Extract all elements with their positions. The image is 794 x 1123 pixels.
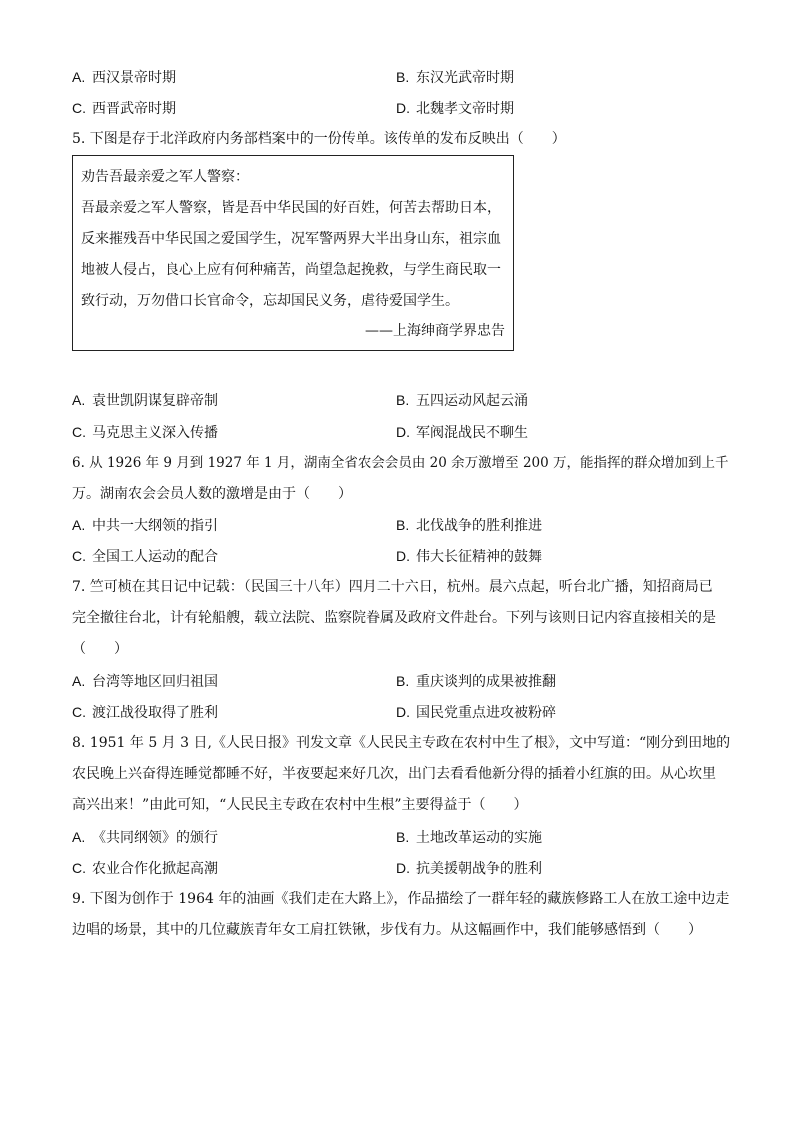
option-text: 中共一大纲领的指引 (92, 518, 218, 534)
q7-stem-line-2: 完全撤往台北，计有轮船艘，载立法院、监察院眷属及政府文件赴台。下列与该则日记内容直接相关的是 (72, 610, 716, 626)
option-text: 农业合作化掀起高潮 (92, 861, 218, 877)
q7-option-d[interactable] (396, 702, 556, 723)
q8-option-b[interactable] (396, 827, 542, 848)
option-letter: B. (396, 392, 410, 408)
q7-option-a[interactable] (72, 671, 218, 692)
leaflet-line: 致行动，万勿借口长官命令，忘却国民义务，虐待爱国学生。 (81, 293, 459, 309)
q8-stem-line-3: 高兴出来！”由此可知，“人民民主专政在农村中生根”主要得益于（ ） (72, 797, 528, 813)
option-letter: B. (396, 69, 410, 85)
option-text: 渡江战役取得了胜利 (92, 705, 218, 721)
leaflet-line: 吾最亲爱之军人警察，皆是吾中华民国的好百姓，何苦去帮助日本， (81, 200, 501, 216)
q8-stem-line-1: 8. 1951 年 5 月 3 日,《人民日报》刊发文章《人民民主专政在农村中生了根》，文中写道：“刚分到田地的 (72, 735, 731, 751)
q6-option-b[interactable] (396, 515, 542, 536)
leaflet-signature: ——上海绅商学界忠告 (365, 323, 505, 339)
option-text: 伟大长征精神的鼓舞 (416, 549, 542, 565)
option-letter: C. (72, 424, 86, 440)
q7-option-b[interactable] (396, 671, 556, 692)
option-letter: D. (396, 860, 410, 876)
option-text: 马克思主义深入传播 (92, 425, 218, 441)
q8-option-a[interactable] (72, 827, 218, 848)
option-letter: D. (396, 704, 410, 720)
option-letter: A. (72, 517, 86, 533)
option-text: 北伐战争的胜利推进 (416, 518, 542, 534)
q8-option-c[interactable] (72, 858, 218, 879)
option-text: 东汉光武帝时期 (416, 70, 514, 86)
option-text: 土地改革运动的实施 (416, 830, 542, 846)
option-letter: B. (396, 829, 410, 845)
q4-option-c[interactable] (72, 98, 176, 119)
q7-option-c[interactable] (72, 702, 218, 723)
q9-stem-line-1: 9. 下图为创作于 1964 年的油画《我们走在大路上》，作品描绘了一群年轻的藏族修路工人在放工途中边走 (72, 891, 730, 907)
q9-stem-line-2: 边唱的场景，其中的几位藏族青年女工肩扛铁锹，步伐有力。从这幅画作中，我们能够感悟到（ ） (72, 922, 702, 938)
option-text: 五四运动风起云涌 (416, 393, 528, 409)
option-letter: A. (72, 829, 86, 845)
q5-stem: 5. 下图是存于北洋政府内务部档案中的一份传单。该传单的发布反映出（ ） (72, 131, 566, 147)
option-letter: D. (396, 100, 410, 116)
q4-option-a[interactable] (72, 67, 176, 88)
q4-option-d[interactable] (396, 98, 514, 119)
q6-option-d[interactable] (396, 546, 542, 567)
q5-leaflet-box (72, 155, 514, 351)
option-text: 《共同纲领》的颁行 (92, 830, 218, 846)
option-letter: D. (396, 548, 410, 564)
q7-stem-line-1: 7. 竺可桢在其日记中记载：（民国三十八年）四月二十六日，杭州。晨六点起，听台北广播，知招商局已 (72, 579, 713, 595)
option-text: 西晋武帝时期 (92, 101, 176, 117)
option-letter: A. (72, 392, 86, 408)
q5-option-a[interactable] (72, 390, 218, 411)
q5-option-d[interactable] (396, 422, 528, 443)
option-text: 西汉景帝时期 (92, 70, 176, 86)
option-text: 军阀混战民不聊生 (416, 425, 528, 441)
q6-option-c[interactable] (72, 546, 218, 567)
option-text: 抗美援朝战争的胜利 (416, 861, 542, 877)
option-text: 国民党重点进攻被粉碎 (416, 705, 556, 721)
q8-stem-line-2: 农民晚上兴奋得连睡觉都睡不好，半夜要起来好几次，出门去看看他新分得的插着小红旗的田。从心坎里 (72, 766, 716, 782)
q6-option-a[interactable] (72, 515, 218, 536)
option-letter: A. (72, 673, 86, 689)
option-letter: C. (72, 100, 86, 116)
q4-option-b[interactable] (396, 67, 514, 88)
q8-option-d[interactable] (396, 858, 542, 879)
option-text: 全国工人运动的配合 (92, 549, 218, 565)
option-text: 重庆谈判的成果被推翻 (416, 674, 556, 690)
option-letter: D. (396, 424, 410, 440)
leaflet-line: 地被人侵占，良心上应有何种痛苦，尚望急起挽救，与学生商民取一 (81, 262, 501, 278)
option-text: 袁世凯阴谋复辟帝制 (92, 393, 218, 409)
leaflet-line: 劝告吾最亲爱之军人警察： (81, 169, 249, 185)
q5-option-b[interactable] (396, 390, 528, 411)
option-text: 北魏孝文帝时期 (416, 101, 514, 117)
leaflet-line: 反来摧残吾中华民国之爱国学生，况军警两界大半出身山东，祖宗血 (81, 231, 501, 247)
option-letter: A. (72, 69, 86, 85)
q6-stem-line-1: 6. 从 1926 年 9 月到 1927 年 1 月，湖南全省农会会员由 20 余万激增至 200 万，能指挥的群众增加到上千 (72, 455, 729, 471)
option-letter: B. (396, 673, 410, 689)
q6-stem-line-2: 万。湖南农会会员人数的激增是由于（ ） (72, 486, 352, 502)
option-letter: C. (72, 860, 86, 876)
option-text: 台湾等地区回归祖国 (92, 674, 218, 690)
option-letter: C. (72, 548, 86, 564)
option-letter: B. (396, 517, 410, 533)
q7-stem-line-3: （ ） (72, 641, 128, 657)
q5-option-c[interactable] (72, 422, 218, 443)
option-letter: C. (72, 704, 86, 720)
